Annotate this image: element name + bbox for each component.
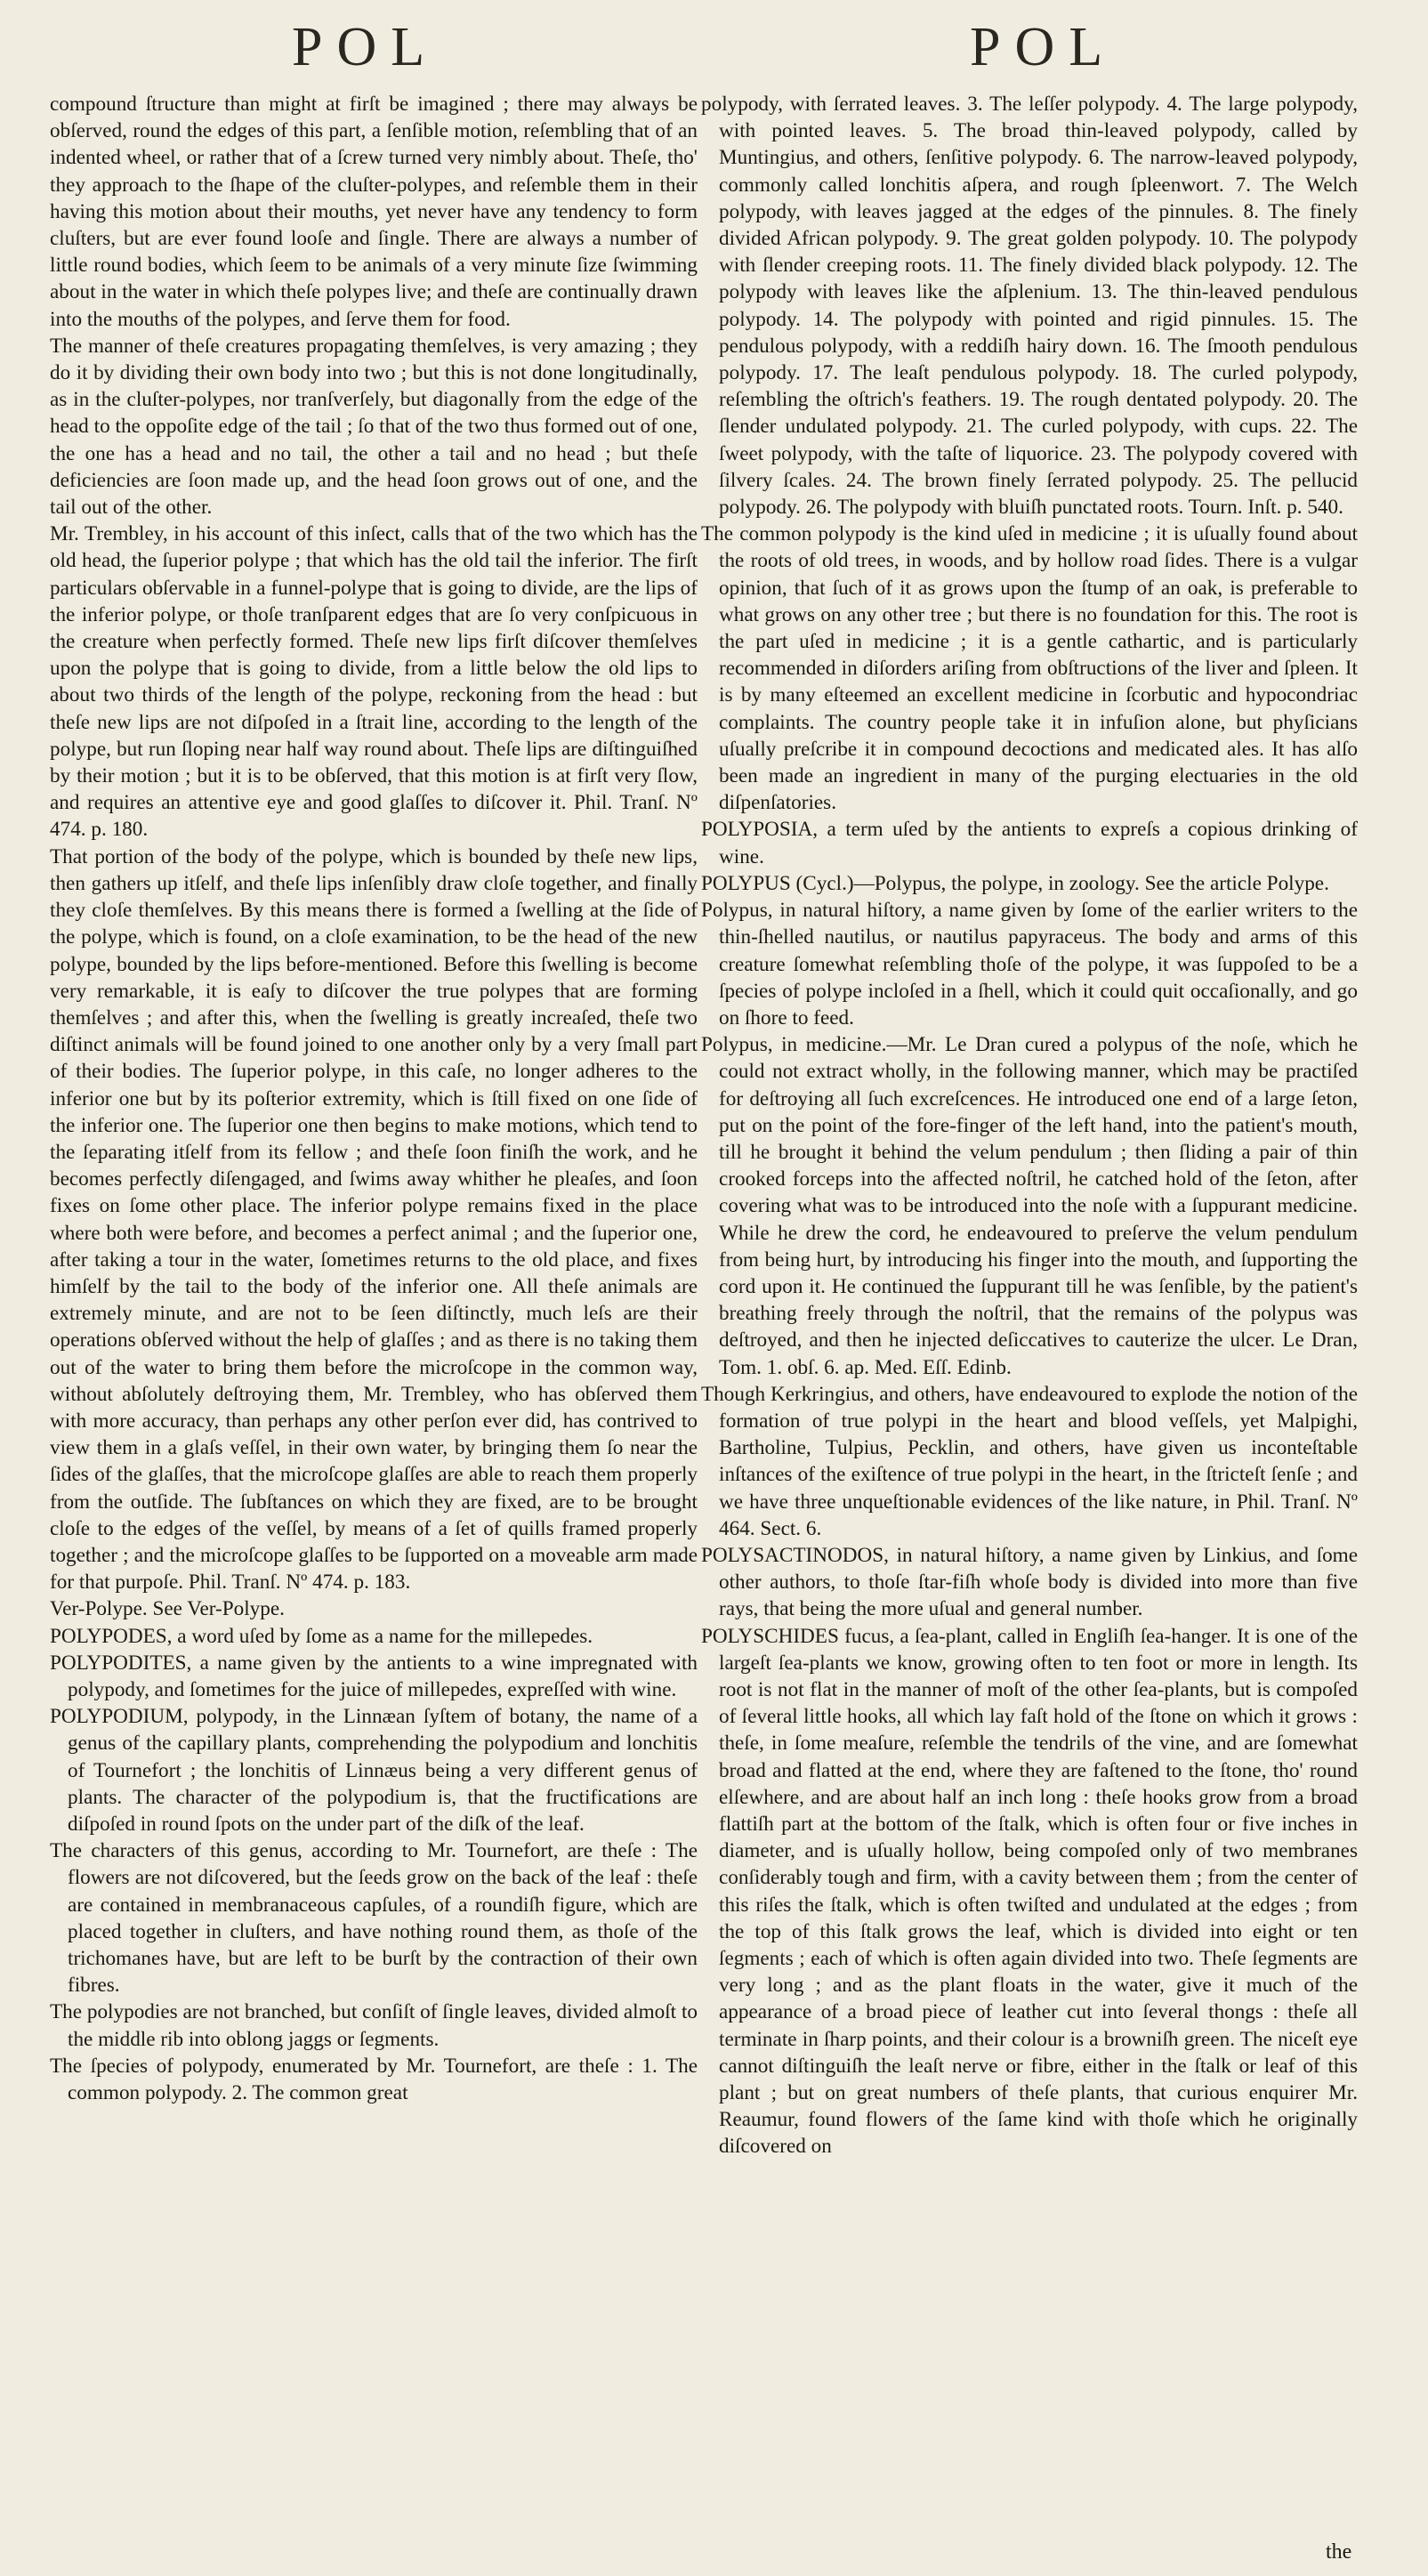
entry-polysactinodos: POLYSACTINODOS, in natural hiſtory, a name given by Linkius, and ſome other authors, to thoſe ſtar-fiſh whoſe body is divided into more than five rays, that being the more uſual and general number. [701, 1543, 1358, 1621]
paragraph: compound ſtructure than might at firſt be imagined ; there may always be obſerved, round the edges of this part, a ſenſible motion, reſembling that of an indented wheel, or rather that of a ſcrew turned very nimbly about. Theſe, tho' they approach to the ſhape of the cluſter-polypes, and reſemble them in their having this motion about their mouths, yet never have any tendency to form cluſters, but are ever found looſe and ſingle. There are always a number of little round bodies, which ſeem to be animals of a very minute ſize ſwimming about in the water in which theſe polypes live; and theſe are continually drawn into the mouths of the polypes, and ſerve them for food. [50, 93, 698, 331]
cross-reference: Ver-Polype. See Ver-Polype. [50, 1597, 285, 1621]
running-head-right: POL [970, 17, 1117, 77]
entry-polypus-medicine: Polypus, in medicine.—Mr. Le Dran cured a polypus of the noſe, which he could not extract wholly, in the following manner, which may be practiſed for deſtroying all ſuch excreſcences. He introduced one end of a large ſeton, put on the point of the fore-finger of the left hand, into the patient's mouth, till he brought it behind the velum pendulum ; then ſliding a pair of thin crooked forceps into the affected noſtril, he catched hold of the ſeton, after covering what was to be introduced into the noſe with a ſuppurant medicine. While he drew the cord, he endeavoured to preſerve the velum pendulum from being hurt, by introducing his finger into the mouth, and ſupporting the cord upon it. He continued the ſuppurant till he was ſenſible, by the patient's breathing freely through the noſtril, that the remains of the polypus was deſtroyed, and then he injected deſiccatives to cauterize the ulcer. Le Dran, Tom. 1. obſ. 6. ap. Med. Eſſ. Edinb. [701, 1033, 1358, 1379]
paragraph: Though Kerkringius, and others, have endeavoured to explode the notion of the formation of true polypi in the heart and blood veſſels, yet Malpighi, Bartholine, Tulpius, Pecklin, and others, have given us inconteſtable inſtances of the exiſtence of true polypi in the heart, in the ſtricteſt ſenſe ; and we have three unqueſtionable evidences of the like nature, in Phil. Tranſ. Nº 464. Sect. 6. [701, 1382, 1358, 1540]
paragraph: The characters of this genus, according to Mr. Tournefort, are theſe : The flowers are not diſcovered, but the ſeeds grow on the back of the leaf : theſe are contained in membranaceous capſules, of a roundiſh figure, which are placed together in cluſters, and have nothing round them, as thoſe of the trichomanes have, but are left to be burſt by the contraction of their own fibres. [50, 1839, 698, 1998]
entry-polypus-cycl: POLYPUS (Cycl.)—Polypus, the polype, in zoology. See the article Polype. [701, 871, 1329, 895]
paragraph: The polypodies are not branched, but conſiſt of ſingle leaves, divided almoſt to the middle rib into oblong jaggs or ſegments. [50, 2000, 698, 2051]
paragraph: polypody, with ſerrated leaves. 3. The leſſer polypody. 4. The large polypody, with pointed leaves. 5. The broad thin-leaved polypody, called by Muntingius, and others, ſenſitive polypody. 6. The narrow-leaved polypody, commonly called lonchitis aſpera, and rough ſpleenwort. 7. The Welch polypody, with leaves jagged at the edges of the pinnules. 8. The finely divided African polypody. 9. The great golden polypody. 10. The polypody with ſlender creeping roots. 11. The finely divided black polypody. 12. The polypody with leaves like the aſplenium. 13. The thin-leaved pendulous polypody. 14. The polypody with pointed and rigid pinnules. 15. The pendulous polypody, with a reddiſh hairy down. 16. The ſmooth pendulous polypody. 17. The leaſt pendulous polypody. 18. The curled polypody, reſembling the oſtrich's feathers. 19. The rough dentated polypody. 20. The ſlender undulated polypody. 21. The curled polypody, with cups. 22. The ſweet polypody, with the taſte of liquorice. 23. The polypody covered with ſilvery ſcales. 24. The brown finely ſerrated polypody. 25. The pellucid polypody. 26. The polypody with bluiſh punctated roots. Tourn. Inſt. p. 540. [701, 93, 1358, 520]
entry-polypus-natural-history: Polypus, in natural hiſtory, a name given by ſome of the earlier writers to the thin-ſhelled nautilus, or nautilus papyraceus. The body and arms of this creature ſomewhat reſembling thoſe of the polype, it was ſuppoſed to be a ſpecies of polype incloſed in a ſhell, which it could quit occaſionally, and go on ſhore to feed. [701, 899, 1358, 1030]
left-column [50, 91, 698, 2106]
entry-polypodium: POLYPODIUM, polypody, in the Linnæan ſyſtem of botany, the name of a genus of the capillary plants, comprehending the polypodium and lonchitis of Tournefort ; the lonchitis of Linnæus being a very different genus of plants. The character of the polypodium is, that the fructifications are diſpoſed in round ſpots on the under part of the diſk of the leaf. [50, 1705, 698, 1836]
paragraph: That portion of the body of the polype, which is bounded by theſe new lips, then gathers up itſelf, and theſe lips inſenſibly draw cloſe together, and finally they cloſe themſelves. By this means there is formed a ſwelling at the ſide of the polype, which is found, on a cloſe examination, to be the head of the new polype, bounded by the lips before-mentioned. Before this ſwelling is become very remarkable, it is eaſy to diſcover the true polypes that are forming themſelves ; and after this, when the ſwelling is greatly increaſed, theſe two diſtinct animals will be found joined to one another only by a very ſmall part of their bodies. The ſuperior polype, in this caſe, no longer adheres to the inferior one but by its poſterior extremity, which is ſtill fixed on one ſide of the inferior one. The ſuperior one then begins to make motions, which tend to the ſeparating itſelf from its fellow ; and theſe ſoon finiſh the work, and he becomes perfectly diſengaged, and ſwims away whither he pleaſes, and ſoon fixes on ſome other place. The inferior polype remains fixed in the place where both were before, and becomes a perfect animal ; and the ſuperior one, after taking a tour in the water, ſometimes returns to the old place, and fixes himſelf by the tail to the body of the inferior one. All theſe animals are extremely minute, and are not to be ſeen diſtinctly, much leſs are their operations obſerved without the help of glaſſes ; and as there is no taking them out of the water to bring them before the microſcope in the common way, without abſolutely deſtroying them, Mr. Trembley, who has obſerved them with more accuracy, than perhaps any other perſon ever did, has contrived to view them in a glaſs veſſel, in their own water, by bringing them ſo near the ſides of the glaſſes, that the microſcope glaſſes are able to reach them properly from the outſide. The ſubſtances on which they are fixed, are to be brought cloſe to the edges of the veſſel, by means of a ſet of quills framed properly together ; and the microſcope glaſſes to be ſupported on a moveable arm made for that purpoſe. Phil. Tranſ. Nº 474. p. 183. [50, 844, 698, 1595]
entry-polyschides-fucus: POLYSCHIDES fucus, a ſea-plant, called in Engliſh ſea-hanger. It is one of the largeſt ſea-plants we know, growing often to ten foot or more in length. Its root is not flat in the manner of moſt of the other ſea-plants, but is compoſed of ſeveral little hooks, all which lay faſt hold of the ſtone on which it grows : theſe, in ſome meaſure, reſemble the tendrils of the vine, and are ſomewhat broad and flatted at the end, where they are faſtened to the ſtone, tho' round elſewhere, and are about half an inch long : theſe hooks grow from a broad flattiſh part at the bottom of the ſtalk, which is often four or five inches in diameter, and is uſually hollow, being compoſed only of two membranes conſiderably tough and firm, with a cavity between them ; from the center of this riſes the ſtalk, which is often twiſted and undulated at the edges ; from the top of this ſtalk grows the leaf, which is divided into eight or ten ſegments ; each of which is often again divided into two. Theſe ſegments are very long ; and as the plant floats in the water, give it much of the appearance of a broad piece of leather cut into ſeveral thongs : theſe all terminate in ſharp points, and their colour is a browniſh green. The niceſt eye cannot diſtinguiſh the leaſt nerve or fibre, either in the ſtalk or leaf of this plant ; but on great numbers of theſe plants, that curious enquirer Mr. Reaumur, found flowers of the ſame kind with thoſe which he originally diſcovered on [701, 1624, 1358, 2159]
paragraph: The common polypody is the kind uſed in medicine ; it is uſually found about the roots of old trees, in woods, and by hollow road ſides. There is a vulgar opinion, that ſuch of it as grows upon the ſtump of an oak, is preferable to what grows on any other tree ; but there is no foundation for this. The root is the part uſed in medicine ; it is a gentle cathartic, and is particularly recommended in diſorders ariſing from obſtructions of the liver and ſpleen. It is by many eſteemed an excellent medicine in ſcorbutic and hypocondriac complaints. The country people take it in infuſion alone, but phyſicians uſually preſcribe it in compound decoctions and medicated ales. It has alſo been made an ingredient in many of the purging electuaries in the old diſpenſatories. [701, 522, 1358, 815]
paragraph: The ſpecies of polypody, enumerated by Mr. Tournefort, are theſe : 1. The common polypody. 2. The common great [50, 2054, 698, 2105]
catchword: the [1326, 2540, 1352, 2564]
running-head-left: POL [292, 17, 440, 77]
running-head [0, 7, 1428, 87]
paragraph: Mr. Trembley, in his account of this inſect, calls that of the two which has the old head, the ſuperior polype ; that which has the old tail the inferior. The firſt particulars obſervable in a funnel-polype that is going to divide, are the lips of the inferior polype, or thoſe tranſparent edges that are ſo very conſpicuous in the creature when perfectly formed. Theſe new lips firſt diſcover themſelves upon the polype that is going to divide, from a little below the old lips to about two thirds of the length of the polype, reckoning from the head : but theſe new lips are not diſpoſed in a ſtrait line, according to the length of the polype, but run ſloping near half way round about. Theſe lips are diſtinguiſhed by their motion ; but it is to be obſerved, that this motion is at firſt very ſlow, and requires an attentive eye and good glaſſes to diſcover it. Phil. Tranſ. Nº 474. p. 180. [50, 522, 698, 842]
paragraph: The manner of theſe creatures propagating themſelves, is very amazing ; they do it by dividing their own body into two ; but this is not done longitudinally, as in the cluſter-polypes, nor tranſverſely, but diagonally from the edge of the head to the oppoſite edge of the tail ; ſo that of the two thus formed out of one, the one has a head and no tail, the other a tail and no head ; but theſe deficiencies are ſoon made up, and the head ſoon grows out of one, and the tail out of the other. [50, 334, 698, 520]
entry-polypodes: POLYPODES, a word uſed by ſome as a name for the millepedes. [50, 1624, 593, 1648]
entry-polyposia: POLYPOSIA, a term uſed by the antients to expreſs a copious drinking of wine. [701, 818, 1358, 868]
right-column [701, 91, 1358, 2160]
entry-polypodites: POLYPODITES, a name given by the antients to a wine impregnated with polypody, and ſometimes for the juice of millepedes, expreſſed with wine. [50, 1651, 698, 1701]
